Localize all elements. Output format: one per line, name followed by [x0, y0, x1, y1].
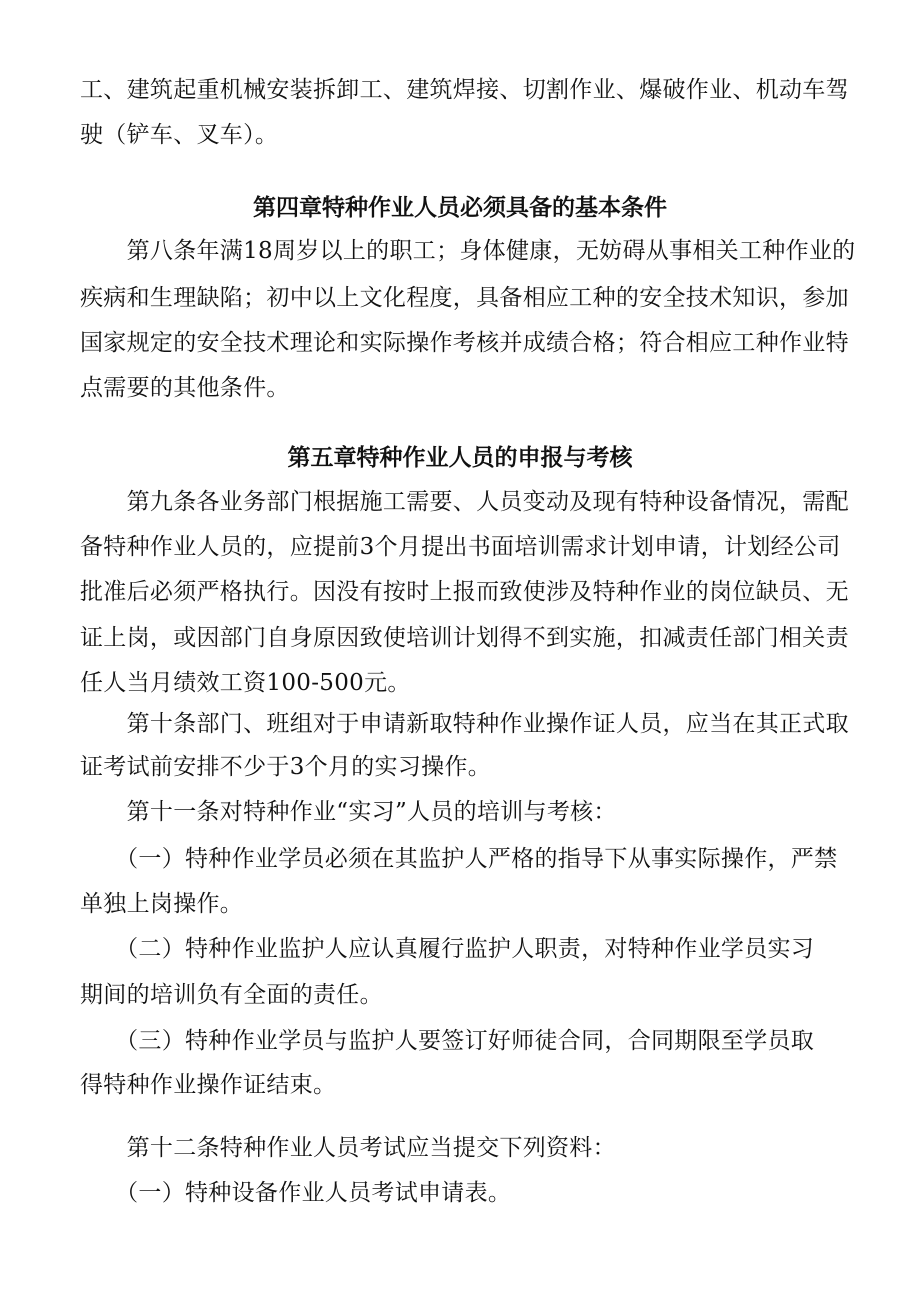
article-8-line-4: 点需要的其他条件。: [80, 375, 290, 401]
article-11-title: 第十一条对特种作业“实习”人员的培训与考核：: [80, 799, 617, 825]
intro-line-1: 工、建筑起重机械安装拆卸工、建筑焊接、切割作业、爆破作业、机动车驾: [80, 77, 849, 103]
chapter-5-heading: 第五章特种作业人员的申报与考核: [287, 445, 633, 471]
article-11-item-1-line-1: （一）特种作业学员必须在其监护人严格的指导下从事实际操作，严禁: [80, 846, 838, 872]
article-11-item-2-line-2: 期间的培训负有全面的责任。: [80, 982, 383, 1008]
article-10-line-1: 第十条部门、班组对于申请新取特种作业操作证人员，应当在其正式取: [80, 711, 849, 737]
article-8-line-1: 第八条年满18周岁以上的职工；身体健康，无妨碍从事相关工种作业的: [80, 238, 856, 264]
article-8-line-3: 国家规定的安全技术理论和实际操作考核并成绩合格；符合相应工种作业特: [80, 330, 849, 356]
article-9-line-1: 第九条各业务部门根据施工需要、人员变动及现有特种设备情况，需配: [80, 489, 849, 515]
article-10-line-2: 证考试前安排不少于3个月的实习操作。: [80, 754, 492, 780]
article-11-item-3-line-2: 得特种作业操作证结束。: [80, 1072, 337, 1098]
article-9-line-4: 证上岗，或因部门自身原因致使培训计划得不到实施，扣减责任部门相关责: [80, 625, 849, 651]
intro-line-2: 驶（铲车、叉车）。: [80, 122, 279, 148]
article-9-line-5: 任人当月绩效工资100-500元。: [80, 670, 411, 696]
article-9-line-2: 备特种作业人员的，应提前3个月提出书面培训需求计划申请，计划经公司: [80, 534, 841, 560]
article-12-item-1: （一）特种设备作业人员考试申请表。: [80, 1180, 512, 1206]
chapter-4-heading: 第四章特种作业人员必须具备的基本条件: [253, 195, 667, 221]
article-9-line-3: 批准后必须严格执行。因没有按时上报而致使涉及特种作业的岗位缺员、无: [80, 579, 849, 605]
article-11-item-3-line-1: （三）特种作业学员与监护人要签订好师徒合同，合同期限至学员取: [80, 1028, 815, 1054]
article-12-title: 第十二条特种作业人员考试应当提交下列资料：: [80, 1135, 616, 1161]
article-11-item-1-line-2: 单独上岗操作。: [80, 891, 244, 917]
article-8-line-2: 疾病和生理缺陷；初中以上文化程度，具备相应工种的安全技术知识，参加: [80, 285, 849, 311]
article-11-item-2-line-1: （二）特种作业监护人应认真履行监护人职责，对特种作业学员实习: [80, 936, 815, 962]
